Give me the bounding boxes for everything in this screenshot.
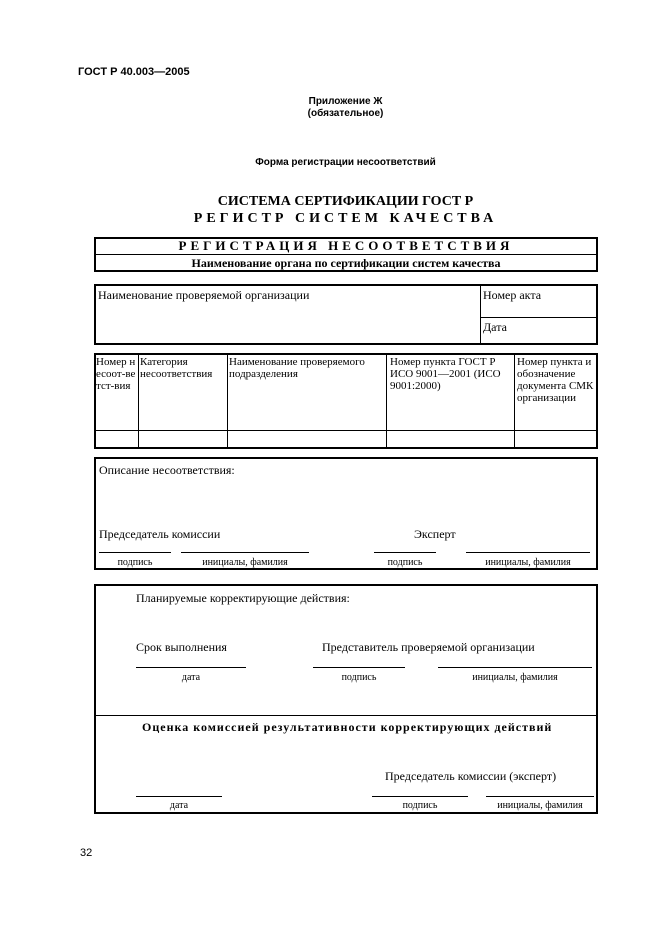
date-line[interactable] [136, 796, 222, 797]
signature-line[interactable] [372, 796, 468, 797]
deadline-label: Срок выполнения [136, 640, 227, 654]
signature-caption: подпись [117, 557, 153, 568]
planned-actions-label: Планируемые корректирующие действия: [136, 591, 350, 605]
signature-caption: подпись [341, 672, 377, 683]
initials-line[interactable] [486, 796, 594, 797]
table-header-qms-document: Номер пункта и обозначение документа СМК организации [517, 356, 594, 404]
initials-line[interactable] [438, 667, 592, 668]
chairman-expert-label: Председатель комиссии (эксперт) [385, 769, 557, 783]
table-header-category: Категория несоответствия [140, 356, 213, 380]
system-title: СИСТЕМА СЕРТИФИКАЦИИ ГОСТ Р [217, 194, 474, 209]
signature-line[interactable] [99, 552, 171, 553]
table-row[interactable] [96, 432, 596, 448]
standard-code: ГОСТ Р 40.003—2005 [78, 66, 190, 78]
initials-caption: инициалы, фамилия [485, 557, 571, 568]
form-title: Форма регистрации несоответствий [255, 157, 436, 168]
initials-line[interactable] [181, 552, 309, 553]
appendix-label: Приложение Ж [308, 96, 383, 107]
date-caption: дата [181, 672, 201, 683]
date-line[interactable] [136, 667, 246, 668]
table-header-number: Номер несоот-ветст-вия [96, 356, 136, 392]
signature-line[interactable] [313, 667, 405, 668]
certification-body-name: Наименование органа по сертификации систем качества [191, 256, 501, 270]
expert-label: Эксперт [414, 527, 456, 541]
org-representative-label: Представитель проверяемой организации [322, 640, 535, 654]
signature-caption: подпись [402, 800, 438, 811]
appendix-status: (обязательное) [307, 108, 384, 119]
signature-caption: подпись [387, 557, 423, 568]
page-number: 32 [80, 847, 93, 859]
initials-caption: инициалы, фамилия [497, 800, 583, 811]
initials-caption: инициалы, фамилия [202, 557, 288, 568]
date-caption: дата [169, 800, 189, 811]
initials-line[interactable] [466, 552, 590, 553]
registration-title: РЕГИСТРАЦИЯ НЕСООТВЕТСТВИЯ [178, 238, 514, 253]
evaluation-label: Оценка комиссией результативности корректирующих действий [142, 720, 553, 734]
signature-line[interactable] [374, 552, 436, 553]
register-title: РЕГИСТР СИСТЕМ КАЧЕСТВА [193, 211, 498, 226]
date-label: Дата [483, 320, 507, 334]
chairman-label: Председатель комиссии [99, 527, 221, 541]
act-number-label: Номер акта [483, 288, 542, 302]
table-header-gost-clause: Номер пункта ГОСТ Р ИСО 9001—2001 (ИСО 9001:2000) [390, 356, 501, 392]
organization-name-label: Наименование проверяемой организации [98, 288, 310, 302]
table-header-department: Наименование проверяемого подразделения [229, 356, 365, 380]
initials-caption: инициалы, фамилия [472, 672, 558, 683]
description-label: Описание несоответствия: [99, 463, 235, 477]
